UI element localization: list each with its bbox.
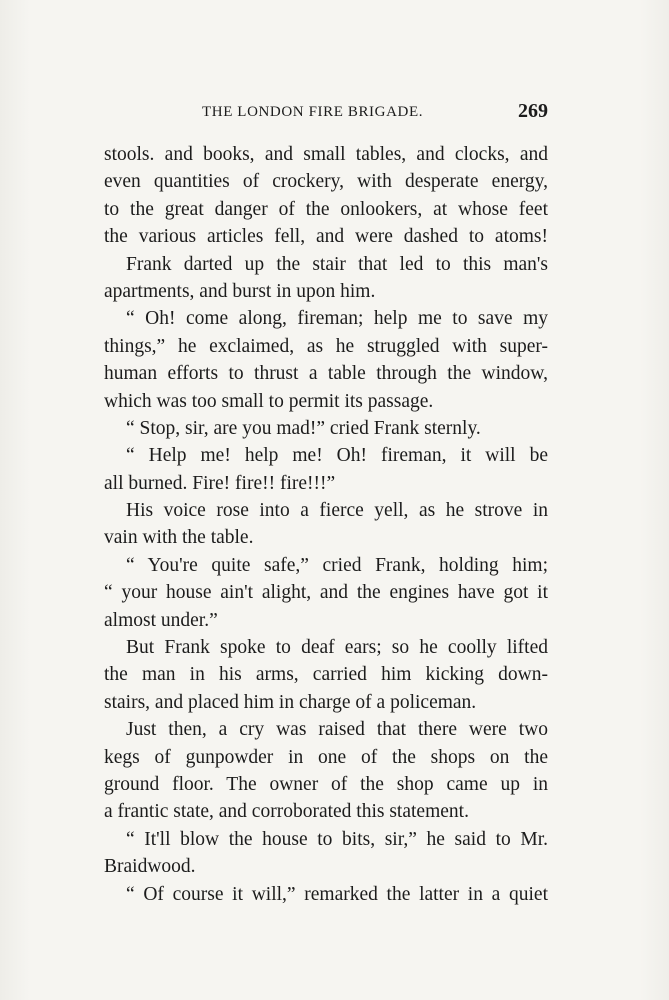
text-line: stools. and books, and small tables, and clocks, and <box>104 144 548 165</box>
text-line: ground floor. The owner of the shop came up in <box>104 773 548 795</box>
page-number: 269 <box>518 100 548 122</box>
text-line: Braidwood. <box>104 856 196 878</box>
text-line: which was too small to permit its passage. <box>104 390 434 412</box>
text-line: almost under.” <box>104 609 218 631</box>
text-line: even quantities of crockery, with desperate energy, <box>104 171 548 193</box>
text-line: “ It'll blow the house to bits, sir,” he said to Mr. <box>126 828 548 850</box>
text-line: “ your house ain't alight, and the engines have got it <box>104 582 548 604</box>
body-text <box>104 141 548 908</box>
text-line: to the great danger of the onlookers, at whose feet <box>104 198 548 220</box>
text-line: Just then, a cry was raised that there were two <box>126 719 548 741</box>
text-line: “ Stop, sir, are you mad!” cried Frank sternly. <box>126 417 481 439</box>
running-title: THE LONDON FIRE BRIGADE. <box>202 104 424 120</box>
text-line: kegs of gunpowder in one of the shops on the <box>104 746 548 768</box>
text-line: the man in his arms, carried him kicking down- <box>104 664 548 686</box>
text-line: His voice rose into a fierce yell, as he strove in <box>126 500 548 522</box>
text-line: all burned. Fire! fire!! fire!!!” <box>104 472 336 494</box>
running-head <box>104 100 548 124</box>
text-line: “ Oh! come along, fireman; help me to save my <box>126 308 548 330</box>
text-line: “ Of course it will,” remarked the latter in a quiet <box>126 883 548 905</box>
text-line: human efforts to thrust a table through the window, <box>104 363 548 385</box>
text-line: “ You're quite safe,” cried Frank, holding him; <box>126 554 548 576</box>
text-line: Frank darted up the stair that led to this man's <box>126 253 548 275</box>
text-line: things,” he exclaimed, as he struggled with super- <box>104 335 548 357</box>
text-line: stairs, and placed him in charge of a policeman. <box>104 691 477 713</box>
text-line: a frantic state, and corroborated this statement. <box>104 801 469 823</box>
text-line: vain with the table. <box>104 527 254 549</box>
text-line: But Frank spoke to deaf ears; so he coolly lifted <box>126 637 548 659</box>
text-line: “ Help me! help me! Oh! fireman, it will be <box>126 445 548 467</box>
text-line: apartments, and burst in upon him. <box>104 280 376 302</box>
text-line: the various articles fell, and were dashed to atoms! <box>104 226 548 248</box>
